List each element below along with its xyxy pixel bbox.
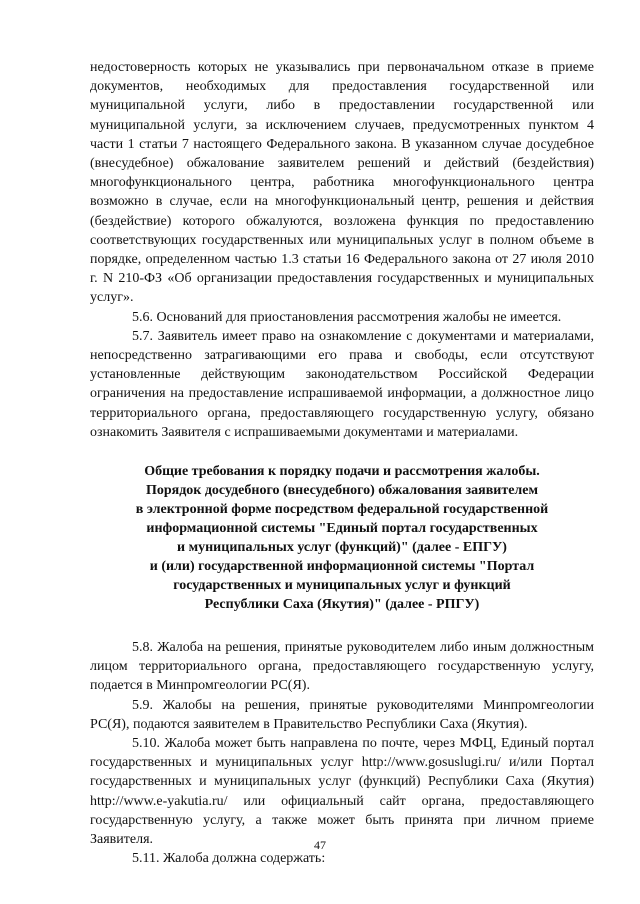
paragraph-5-7: 5.7. Заявитель имеет право на ознакомление с документами и материалами, непосредственно затрагивающими его права и свободы, если отсутствуют установленные действующим законодательством Российской Федерации ограничения на предоставление испрашиваемой информации, а должностное лицо территориального органа, предоставляющего государственную услугу, обязано ознакомить Заявителя с испрашиваемыми документами и материалами. [90,328,594,440]
heading-line: и муниципальных услуг (функций)" (далее - ЕПГУ) [177,540,507,556]
heading-line: Порядок досудебного (внесудебного) обжалования заявителем [145,483,539,499]
paragraph-5-8: 5.8. Жалоба на решения, принятые руководителем либо иным должностным лицом территориального органа, предоставляющего государственную услугу, подается в Минпромгеологии РС(Я). [90,640,594,694]
section-heading [90,462,594,614]
paragraph-5-11: 5.11. Жалоба должна содержать: [132,851,326,867]
paragraph-continuation: недостоверность которых не указывались при первоначальном отказе в приеме документов, необходимых для предоставления государственной или муниципальной услуги, либо в предоставлении государственной или муниципальной услуги, за исключением случаев, предусмотренных пунктом 4 части 1 статьи 7 настоящего Федерального закона. В указанном случае досудебное (внесудебное) обжалование заявителем решений и действий (бездействия) многофункционального центра, работника многофункционального центра возможно в случае, если на многофункциональный центр, решения и действия (бездействие) которого обжалуются, возложена функция по предоставлению соответствующих государственных или муниципальных услуг в полном объеме в порядке, определенном частью 1.3 статьи 16 Федерального закона от 27 июля 2010 г. N 210-ФЗ «Об организации предоставления государственных и муниципальных услуг». [90,60,594,306]
paragraph-5-6: 5.6. Оснований для приостановления рассмотрения жалобы не имеется. [132,309,562,325]
paragraph-5-9: 5.9. Жалобы на решения, принятые руководителями Минпромгеологии РС(Я), подаются заявителем в Правительство Республики Саха (Якутия). [90,697,594,732]
paragraph-5-10: 5.10. Жалоба может быть направлена по почте, через МФЦ, Единый портал государственных и муниципальных услуг http://www.gosuslugi.ru/ и/или Портал государственных и муниципальных услуг (функций) Республики Саха (Якутия) http://www.e-yakutia.ru/ или официальный сайт органа, предоставляющего государственную услугу, а также может быть принята при личном приеме Заявителя. [90,736,594,848]
body-text-top [90,58,594,442]
heading-line: Республики Саха (Якутия)" (далее - РПГУ) [204,597,480,613]
heading-line: в электронной форме посредством федеральной государственной [135,502,549,518]
heading-line: Общие требования к порядку подачи и рассмотрения жалобы. [144,464,540,480]
body-text-bottom [90,638,594,868]
heading-line: и (или) государственной информационной системы "Портал [149,559,535,575]
heading-line: информационной системы "Единый портал государственных [146,521,538,537]
page-number: 47 [314,838,326,852]
heading-line: государственных и муниципальных услуг и функций [173,578,511,594]
